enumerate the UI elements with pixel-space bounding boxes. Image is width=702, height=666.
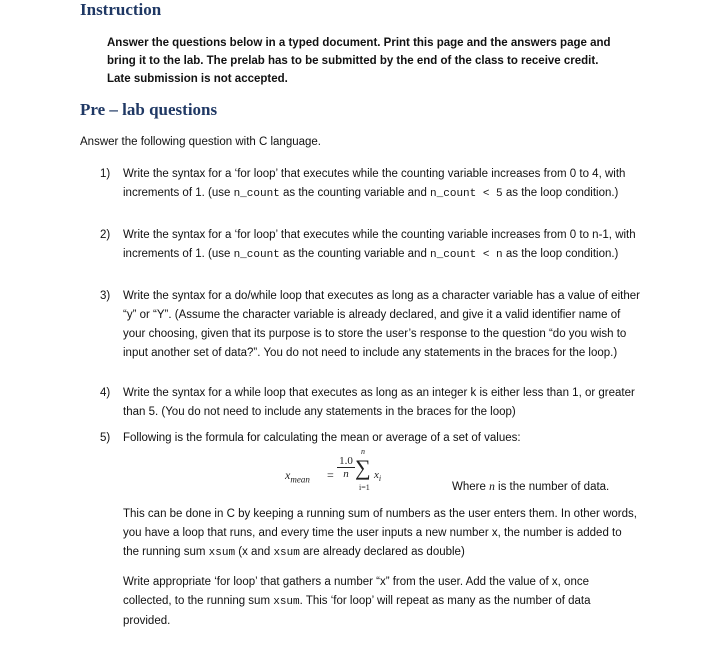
question-5 bbox=[100, 429, 640, 448]
question-1-text: Write the syntax for a ‘for loop’ that executes while the counting variable increases from 0 to 4, with increments of 1. (use n_count as the counting variable and n_count < 5 as the loop condition.) bbox=[123, 168, 626, 200]
code-snippet: xsum bbox=[273, 547, 300, 559]
for-loop-task-paragraph: Write appropriate ‘for loop’ that gathers a number “x” from the user. Add the value of x, once collected, to the running sum xsum. This ‘for loop’ will repeat as many as the number of data provided. bbox=[123, 576, 591, 627]
instruction-heading: Instruction bbox=[80, 0, 162, 19]
question-2 bbox=[100, 226, 640, 265]
instruction-text bbox=[107, 34, 617, 88]
code-snippet: n_count < 5 bbox=[430, 188, 503, 200]
mean-formula: $x_{mean}$ = $\frac{1.0}{n}$ n ∑ i=1 $x_i$ bbox=[285, 447, 382, 492]
sigma-symbol: ∑ bbox=[355, 455, 371, 480]
running-sum-paragraph: This can be done in C by keeping a running sum of numbers as the user enters them. In other words, you have a loop that runs, and every time the user inputs a new number x, the number is added to the running sum xsum (x and xsum are already declared as double) bbox=[123, 508, 637, 559]
question-4-text: Write the syntax for a while loop that executes as long as an integer k is either less than 1, or greater than 5. (You do not need to include any statements in the braces for the loop) bbox=[123, 387, 635, 418]
prelab-heading: Pre – lab questions bbox=[80, 100, 218, 119]
formula-where-note: Where n is the number of data. bbox=[452, 481, 610, 493]
question-5-running-sum bbox=[100, 505, 640, 641]
instruction-line-1: Answer the questions below in a typed document. Print this page and the answers page and bbox=[107, 37, 611, 49]
instruction-line-3: Late submission is not accepted. bbox=[107, 73, 288, 85]
question-3-text: Write the syntax for a do/while loop that executes as long as a character variable has a value of either “y” or “Y”. (Assume the character variable is already declared, and give it a valid identifier name of your choosing, given that its purpose is to store the user’s response to the question “do you wish to input another set of data?”. You do not need to include any statements in the braces for the loop.) bbox=[123, 290, 640, 359]
code-snippet: xsum bbox=[208, 547, 236, 559]
code-snippet: n_count bbox=[233, 188, 280, 200]
question-number: 4) bbox=[100, 387, 111, 399]
question-4 bbox=[100, 384, 640, 422]
code-snippet: n_count < n bbox=[430, 249, 503, 261]
code-snippet: n_count bbox=[233, 249, 280, 261]
question-number: 2) bbox=[100, 229, 111, 241]
instruction-line-2: bring it to the lab. The prelab has to be submitted by the end of the class to receive credit. bbox=[107, 55, 599, 67]
question-5-intro: Following is the formula for calculating the mean or average of a set of values: bbox=[123, 432, 521, 444]
question-number: 1) bbox=[100, 168, 111, 180]
question-2-text: Write the syntax for a ‘for loop’ that executes while the counting variable increases from 0 to n-1, with increments of 1. (use n_count as the counting variable and n_count < n as the loop condition.) bbox=[123, 229, 636, 261]
code-snippet: xsum bbox=[273, 596, 300, 608]
formula-fraction: $\frac{1.0}{n}$ bbox=[337, 455, 355, 480]
question-number: 3) bbox=[100, 290, 111, 302]
prelab-intro: Answer the following question with C language. bbox=[80, 136, 322, 148]
question-3 bbox=[100, 287, 640, 363]
question-number: 5) bbox=[100, 432, 111, 444]
question-1 bbox=[100, 165, 640, 204]
